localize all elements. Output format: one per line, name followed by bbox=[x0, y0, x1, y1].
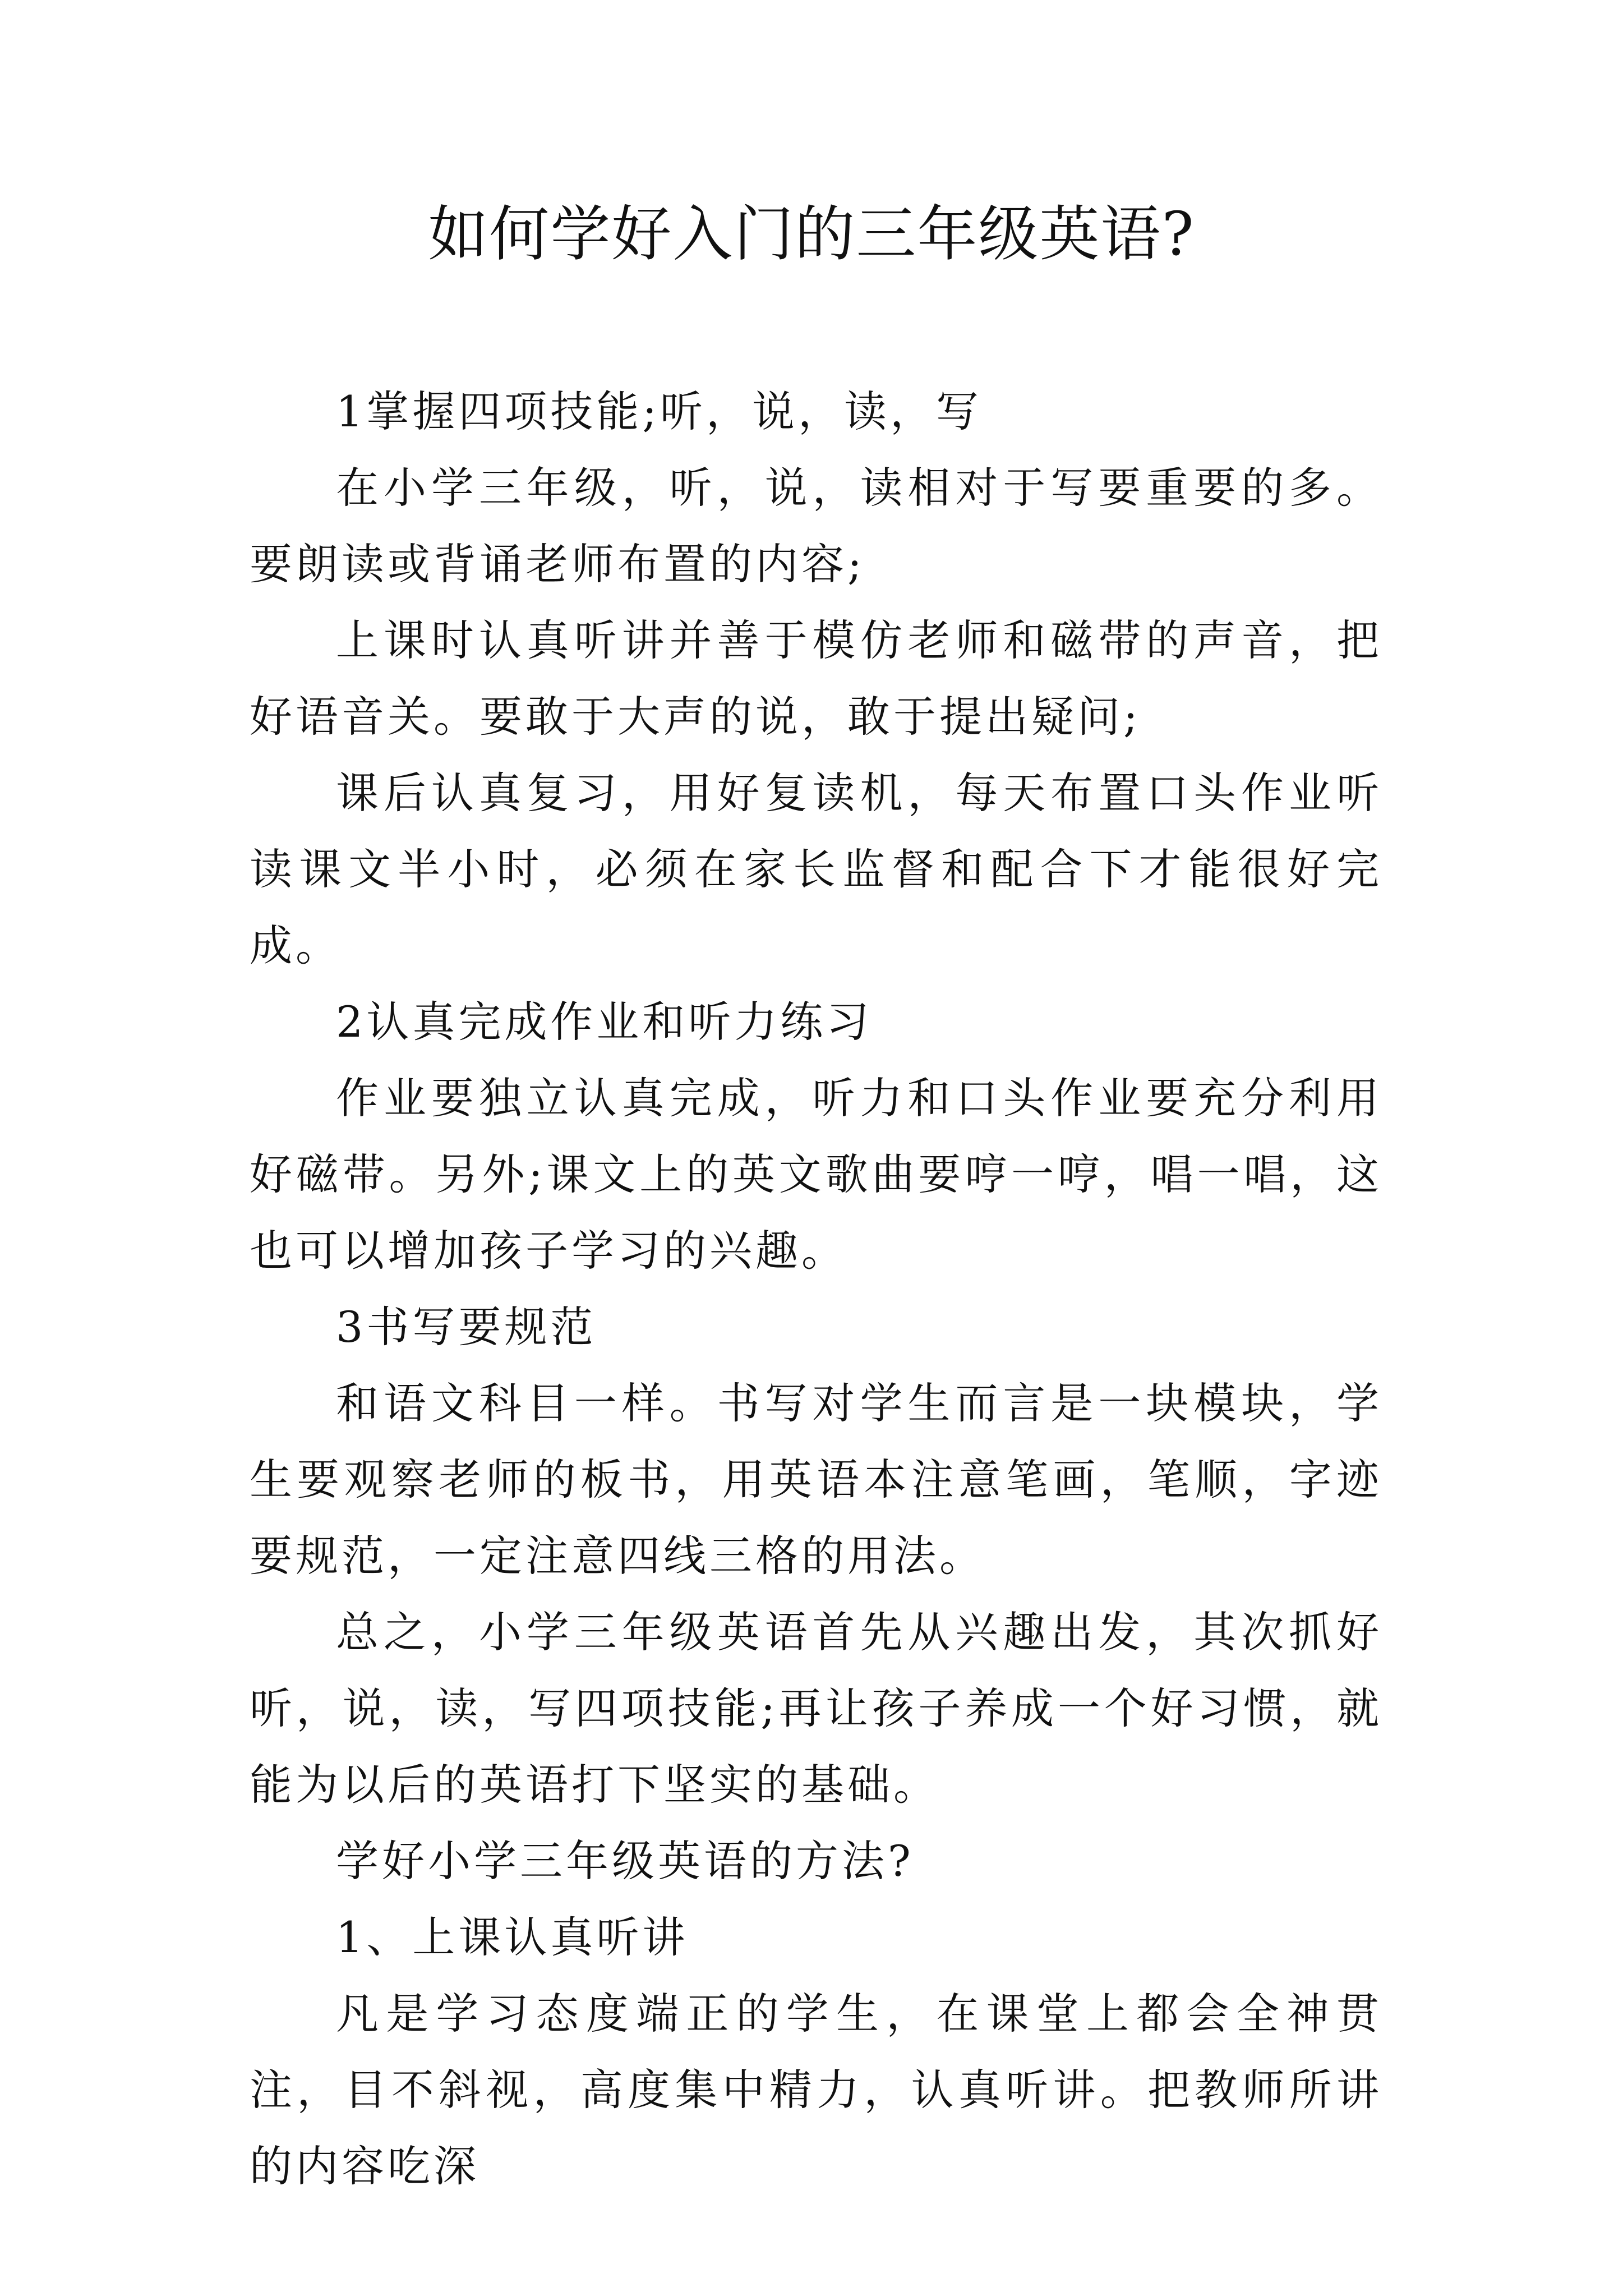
paragraph: 和语文科目一样。书写对学生而言是一块模块，学生要观察老师的板书，用英语本注意笔画，笔顺，字迹要规范，一定注意四线三格的用法。 bbox=[250, 1378, 1382, 1581]
paragraph: 上课时认真听讲并善于模仿老师和磁带的声音，把好语音关。要敢于大声的说，敢于提出疑问; bbox=[250, 615, 1382, 742]
document-body bbox=[250, 374, 1382, 2205]
paragraph: 在小学三年级，听，说，读相对于写要重要的多。要朗读或背诵老师布置的内容; bbox=[250, 463, 1382, 589]
paragraph: 1掌握四项技能;听，说，读，写 bbox=[336, 386, 982, 436]
paragraph: 总之，小学三年级英语首先从兴趣出发，其次抓好听，说，读，写四项技能;再让孩子养成一个好习惯，就能为以后的英语打下坚实的基础。 bbox=[250, 1607, 1382, 1810]
page-title: 如何学好入门的三年级英语? bbox=[428, 200, 1195, 269]
paragraph: 1、上课认真听讲 bbox=[336, 1912, 689, 1962]
paragraph: 作业要独立认真完成，听力和口头作业要充分利用好磁带。另外;课文上的英文歌曲要哼一哼，唱一唱，这也可以增加孩子学习的兴趣。 bbox=[250, 1073, 1382, 1276]
paragraph: 课后认真复习，用好复读机，每天布置口头作业听读课文半小时，必须在家长监督和配合下才能很好完成。 bbox=[250, 768, 1382, 970]
paragraph: 2认真完成作业和听力练习 bbox=[336, 997, 873, 1047]
paragraph: 凡是学习态度端正的学生，在课堂上都会全神贯注，目不斜视，高度集中精力，认真听讲。把教师所讲的内容吃深 bbox=[250, 1989, 1382, 2191]
paragraph: 学好小学三年级英语的方法? bbox=[336, 1836, 914, 1886]
paragraph: 3书写要规范 bbox=[336, 1302, 597, 1352]
